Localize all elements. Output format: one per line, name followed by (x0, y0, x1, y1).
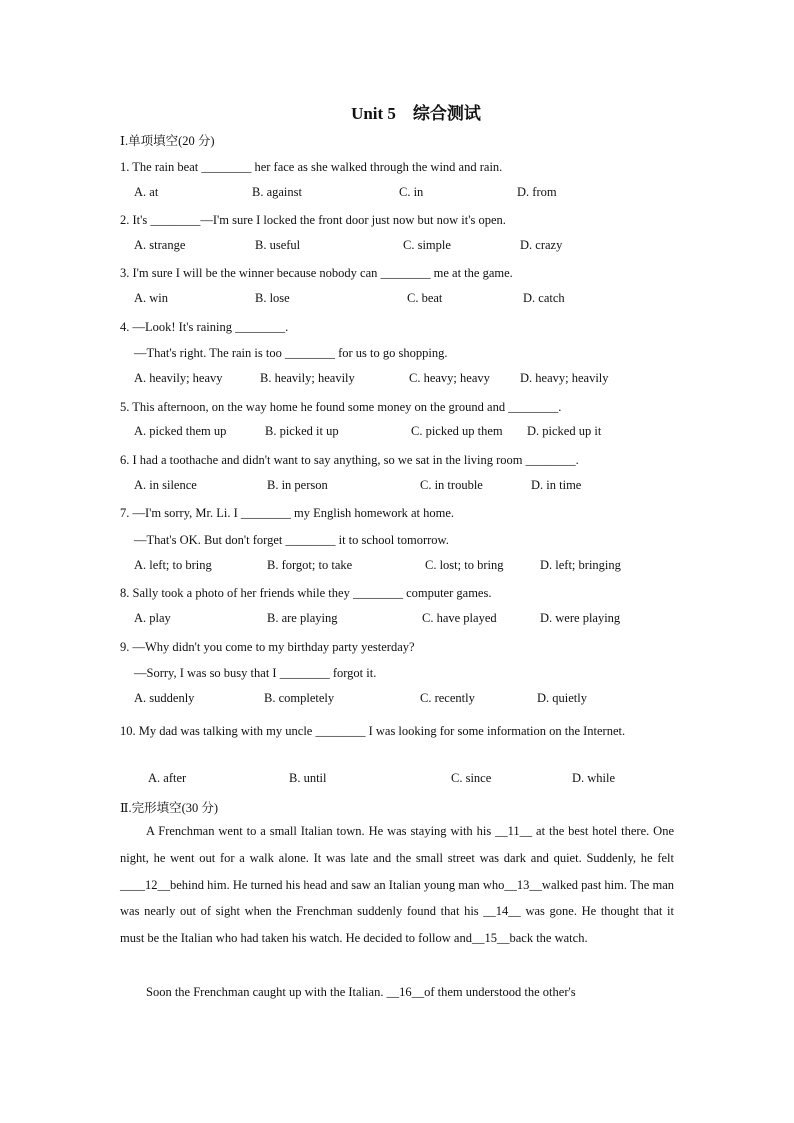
option-c: C. beat (407, 291, 443, 305)
option-a: A. picked them up (134, 424, 227, 438)
cloze-paragraph-text: A Frenchman went to a small Italian town. He was staying with his __11__ at the best hotel there. One night, he went out for a walk alone. It was late and the small street was dark and quiet. Suddenly, he felt ____12__behind him. He turned his head and saw an Italian young man who__13__walked past him. The man was nearly out of sight when the Frenchman suddenly found that his __14__ was gone. He thought that it must be the Italian who had taken his watch. He decided to follow and__15__back the watch. (120, 824, 674, 946)
option-b: B. lose (255, 291, 290, 305)
option-b: B. completely (264, 691, 335, 705)
question-options (134, 691, 694, 709)
page-title: Unit 5 综合测试 (351, 104, 481, 123)
option-b: B. heavily; heavily (260, 371, 355, 385)
option-c: C. in trouble (420, 478, 483, 492)
option-a: A. suddenly (134, 691, 195, 705)
option-b: B. in person (267, 478, 328, 492)
option-c: C. heavy; heavy (409, 371, 490, 385)
option-d: D. catch (523, 291, 565, 305)
option-a: A. after (148, 771, 187, 785)
question-stem: 1. The rain beat ________ her face as she walked through the wind and rain. (120, 160, 503, 174)
option-b: B. useful (255, 238, 301, 252)
option-c: C. simple (403, 238, 451, 252)
question-stem-line2: —Sorry, I was so busy that I ________ forgot it. (134, 666, 377, 680)
question-stem: 6. I had a toothache and didn't want to say anything, so we sat in the living room ________. (120, 453, 579, 467)
option-b: B. picked it up (265, 424, 339, 438)
cloze-paragraph (120, 818, 674, 952)
question-options (134, 478, 694, 496)
section-heading-single-choice: Ⅰ.单项填空(20 分) (120, 134, 215, 148)
question-options (134, 558, 694, 576)
question-stem: 8. Sally took a photo of her friends while they ________ computer games. (120, 586, 492, 600)
option-d: D. quietly (537, 691, 587, 705)
question-stem: 9. —Why didn't you come to my birthday party yesterday? (120, 640, 415, 654)
option-b: B. until (289, 771, 327, 785)
option-d: D. from (517, 185, 557, 199)
option-d: D. picked up it (527, 424, 602, 438)
question-options (134, 424, 694, 442)
question-options (134, 371, 694, 389)
question-stem (120, 718, 676, 745)
cloze-paragraph (120, 979, 674, 1006)
option-d: D. while (572, 771, 616, 785)
option-c: C. recently (420, 691, 475, 705)
question-stem-line2: —That's right. The rain is too ________ for us to go shopping. (134, 346, 448, 360)
option-c: C. picked up them (411, 424, 503, 438)
question-options (134, 611, 694, 629)
option-d: D. left; bringing (540, 558, 621, 572)
option-d: D. heavy; heavily (520, 371, 609, 385)
question-options (134, 238, 694, 256)
option-b: B. against (252, 185, 302, 199)
cloze-paragraph-text: Soon the Frenchman caught up with the Italian. __16__of them understood the other's (146, 985, 576, 999)
option-a: A. in silence (134, 478, 197, 492)
option-d: D. in time (531, 478, 582, 492)
question-stem: 3. I'm sure I will be the winner because nobody can ________ me at the game. (120, 266, 513, 280)
question-stem: 2. It's ________—I'm sure I locked the front door just now but now it's open. (120, 213, 506, 227)
question-stem: 7. —I'm sorry, Mr. Li. I ________ my English homework at home. (120, 506, 455, 520)
question-stem-text: 10. My dad was talking with my uncle ________ I was looking for some information on the Internet. (120, 724, 626, 738)
option-d: D. crazy (520, 238, 563, 252)
question-options (134, 185, 694, 203)
option-b: B. are playing (267, 611, 338, 625)
option-c: C. since (451, 771, 492, 785)
option-c: C. lost; to bring (425, 558, 504, 572)
option-a: A. left; to bring (134, 558, 212, 572)
option-d: D. were playing (540, 611, 621, 625)
question-stem-line2: —That's OK. But don't forget ________ it to school tomorrow. (134, 533, 449, 547)
option-a: A. at (134, 185, 159, 199)
question-stem: 4. —Look! It's raining ________. (120, 320, 289, 334)
question-options (134, 291, 694, 309)
option-b: B. forgot; to take (267, 558, 353, 572)
question-stem: 5. This afternoon, on the way home he found some money on the ground and ________. (120, 400, 562, 414)
option-c: C. have played (422, 611, 497, 625)
option-c: C. in (399, 185, 424, 199)
question-options (148, 771, 708, 789)
option-a: A. heavily; heavy (134, 371, 223, 385)
section-heading-cloze: Ⅱ.完形填空(30 分) (120, 801, 219, 815)
option-a: A. play (134, 611, 171, 625)
option-a: A. win (134, 291, 169, 305)
option-a: A. strange (134, 238, 186, 252)
